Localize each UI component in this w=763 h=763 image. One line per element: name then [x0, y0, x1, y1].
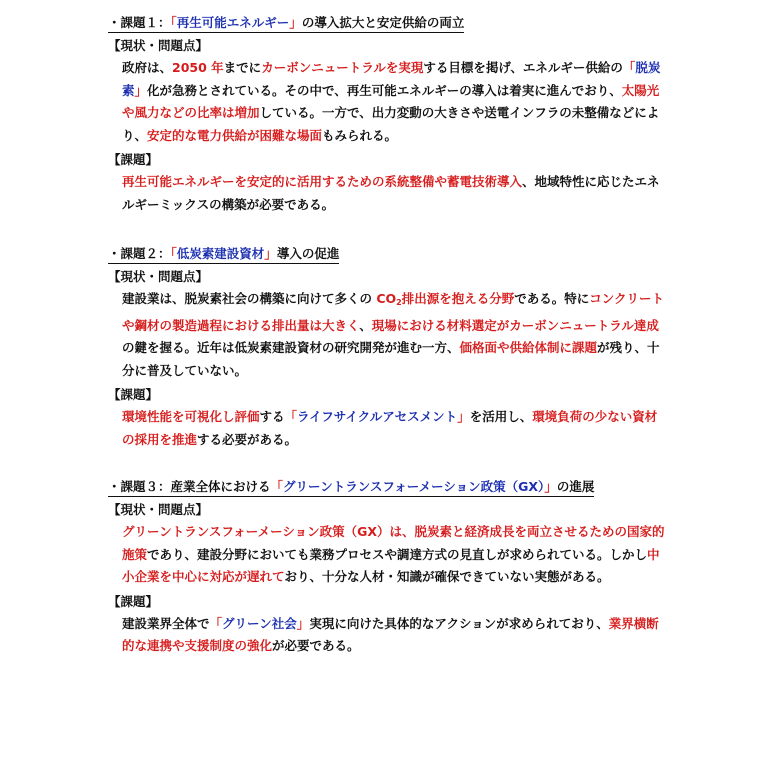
section-3: [108, 478, 668, 658]
text-run: 「: [284, 409, 298, 424]
quote-close: 」: [544, 479, 557, 494]
issue-label: 【課題】: [108, 593, 159, 609]
text-run: 業界横断的な連携や支援制度の強化: [122, 615, 659, 653]
issue-paragraph: [108, 171, 668, 216]
heading-highlight: グリーントランスフォーメーション政策（GX）: [283, 479, 545, 494]
text-run: 太陽光や風力などの比率は増加: [122, 82, 660, 120]
text-run: 建設業界全体で: [122, 615, 210, 631]
heading-rest: の導入拡大と安定供給の両立: [301, 15, 465, 30]
heading-prefix: ・課題３：産業全体における: [108, 479, 271, 494]
text-run: する必要がある。: [197, 431, 298, 447]
status-label: 【現状・問題点】: [108, 502, 209, 517]
text-run: までに: [223, 60, 262, 75]
text-run: 、地域特性に応じたエネルギーミックスの構築が必要である。: [122, 174, 660, 212]
text-run: おり、十分な人材・知識が確保できていない実態がある。: [284, 569, 610, 584]
text-run: 実現に向けた具体的なアクションが求められており、: [309, 615, 609, 631]
issue-paragraph: [108, 406, 668, 451]
text-run: カーボンニュートラルを実現: [261, 60, 424, 75]
text-run: する目標を掲げ、エネルギー供給の: [423, 60, 623, 75]
text-run: もみられる。: [322, 127, 398, 143]
text-run: グリーントランスフォーメーション政策（GX）は、脱炭素と経済成長を両立させるための国家的施策: [122, 524, 665, 562]
text-run: 政府は、: [122, 60, 173, 75]
section-1: [108, 14, 668, 216]
text-run: CO: [376, 291, 397, 306]
quote-open: 「: [170, 15, 177, 30]
status-paragraph: [108, 521, 668, 589]
text-run: である。特に: [514, 291, 590, 306]
status-label: 【現状・問題点】: [108, 269, 209, 284]
text-run: 」: [457, 409, 470, 424]
text-run: が残り、十分に普及していない。: [122, 340, 660, 378]
text-run: 化が急務とされている。その中で、再生可能エネルギーの導入は着実に進んでおり、: [147, 82, 622, 98]
text-run: 建設業は、脱炭素社会の構築に向けて多くの: [122, 291, 377, 306]
heading-rest: 導入の促進: [276, 246, 340, 261]
heading-highlight: 低炭素建設資材: [176, 246, 265, 261]
text-run: 排出源を抱える分野: [401, 291, 515, 306]
section-1-heading: [108, 14, 464, 33]
text-run: 現場における材料選定がカーボンニュートラル達成: [371, 317, 659, 333]
text-run: 、: [359, 317, 372, 333]
text-run: 2050 年: [172, 60, 224, 75]
text-run: ライフサイクルアセスメント: [297, 409, 458, 424]
quote-close: 」: [264, 246, 277, 261]
text-run: 中小企業を中心に対応が遅れて: [122, 546, 660, 584]
section-3-heading: [108, 478, 594, 497]
text-run: の鍵を握る。近年は低炭素建設資材の研究開発が進む一方、: [122, 340, 460, 355]
text-run: 再生可能エネルギーを安定的に活用するための系統整備や蓄電技術導入: [122, 174, 523, 189]
text-run: であり、建設分野においても業務プロセスや調達方式の見直しが求められている。しかし: [147, 546, 648, 562]
text-run: 価格面や供給体制に課題: [459, 340, 598, 355]
text-run: が必要である。: [272, 638, 360, 653]
text-run: を活用し、: [469, 409, 533, 424]
text-run: 環境性能を可視化し評価: [122, 409, 260, 424]
text-run: する: [259, 409, 285, 424]
heading-prefix: ・課題２：: [108, 246, 171, 261]
text-run: コンクリートや鋼材の製造過程における排出量は大きく: [122, 291, 665, 333]
text-run: 「: [209, 615, 223, 631]
heading-prefix: ・課題１：: [108, 15, 171, 30]
quote-open: 「: [270, 479, 284, 494]
status-label: 【現状・問題点】: [108, 38, 209, 53]
section-2-heading: [108, 245, 339, 264]
text-run: 」: [134, 82, 148, 98]
quote-close: 」: [289, 15, 302, 30]
heading-highlight: 再生可能エネルギー: [176, 15, 290, 30]
issue-paragraph: [108, 613, 668, 658]
status-paragraph: [108, 288, 668, 382]
text-run: している。一方で、出力変動の大きさや送電インフラの未整備などにより、: [122, 105, 660, 143]
text-run: 」: [296, 615, 310, 631]
text-run: グリーン社会: [222, 615, 297, 631]
text-run: 2: [396, 298, 402, 307]
quote-open: 「: [170, 246, 177, 261]
text-run: 安定的な電力供給が困難な場面: [147, 127, 323, 143]
text-run: 「: [622, 60, 636, 75]
issue-label: 【課題】: [108, 387, 159, 402]
heading-rest: の進展: [556, 479, 595, 494]
issue-label: 【課題】: [108, 152, 159, 167]
text-run: 脱炭素: [122, 60, 661, 98]
status-paragraph: [108, 57, 668, 147]
text-run: 環境負荷の少ない資材の採用を推進: [122, 409, 658, 447]
section-2: [108, 245, 668, 451]
